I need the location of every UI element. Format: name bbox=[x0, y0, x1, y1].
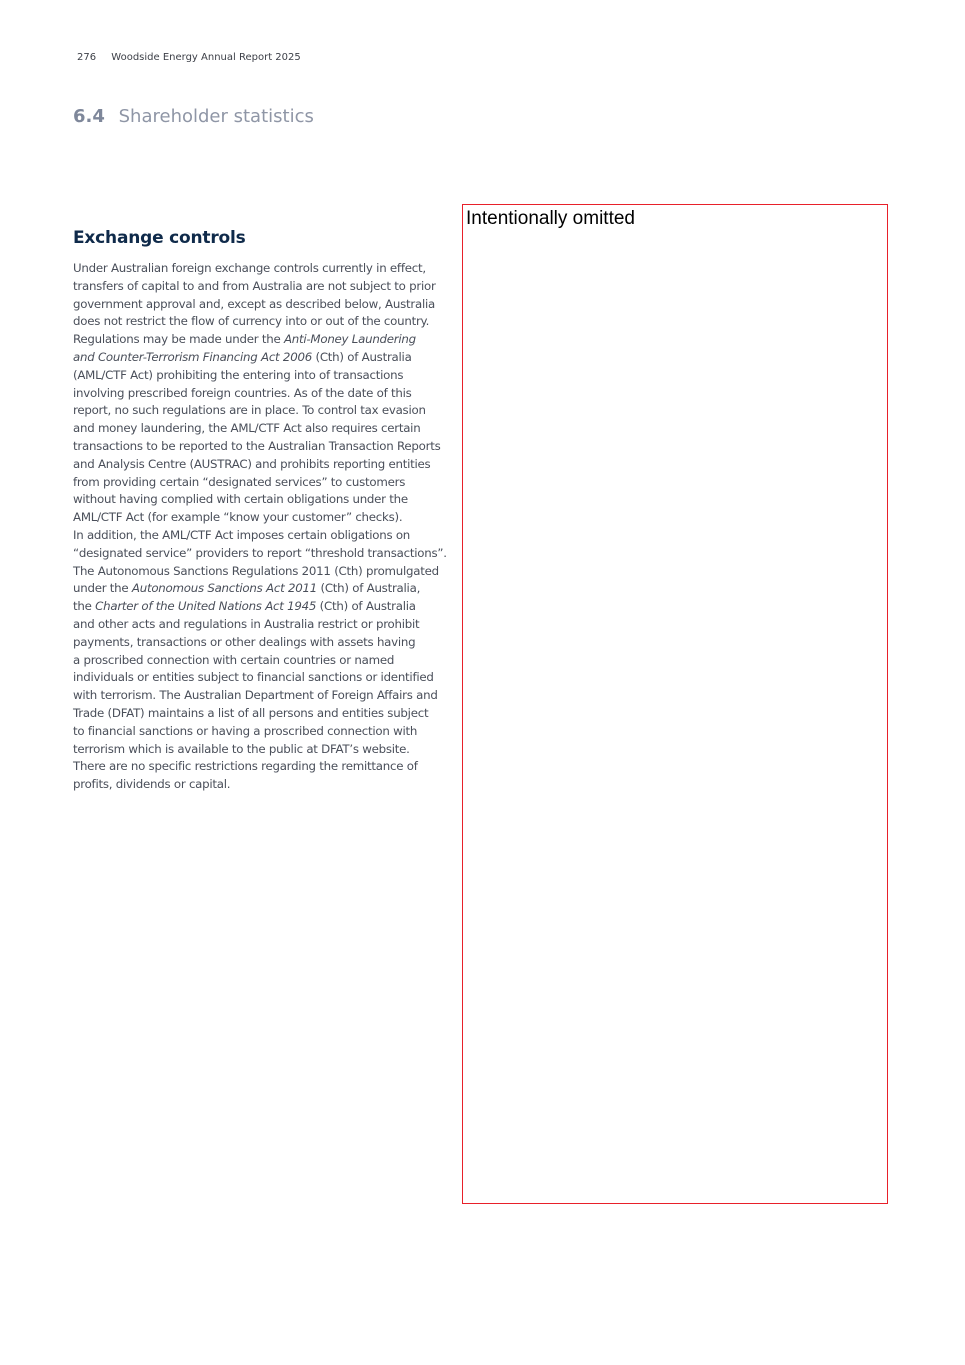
body-line: In addition, the AML/CTF Act imposes certain obligations on bbox=[73, 527, 411, 542]
body-text-span: Regulations may be made under the bbox=[73, 332, 284, 347]
body-line: involving prescribed foreign countries. As of the date of this bbox=[73, 385, 412, 400]
act-title-italic: Charter of the United Nations Act 1945 bbox=[95, 599, 317, 614]
body-line: AML/CTF Act (for example “know your customer” checks). bbox=[73, 510, 403, 525]
body-line: There are no specific restrictions regarding the remittance of bbox=[73, 759, 418, 774]
body-text-span: under the bbox=[73, 581, 132, 596]
body-line: government approval and, except as described below, Australia bbox=[73, 296, 435, 311]
omitted-label: Intentionally omitted bbox=[466, 208, 635, 229]
body-line: individuals or entities subject to financial sanctions or identified bbox=[73, 670, 434, 685]
body-line: Trade (DFAT) maintains a list of all persons and entities subject bbox=[73, 705, 429, 720]
body-line: transactions to be reported to the Australian Transaction Reports bbox=[73, 438, 441, 453]
page-number: 276 bbox=[77, 52, 97, 63]
body-text-span: (Cth) of Australia bbox=[316, 599, 416, 614]
act-title-italic: Anti-Money Laundering bbox=[283, 332, 416, 347]
body-line: Under Australian foreign exchange controls currently in effect, bbox=[73, 261, 426, 275]
body-line: without having complied with certain obligations under the bbox=[73, 492, 408, 507]
body-text-span: (Cth) of Australia, bbox=[316, 581, 421, 596]
body-line: profits, dividends or capital. bbox=[73, 777, 231, 792]
body-line: “designated service” providers to report “threshold transactions”. bbox=[73, 545, 447, 560]
body-line: transfers of capital to and from Australia are not subject to prior bbox=[73, 278, 436, 293]
body-line: a proscribed connection with certain countries or named bbox=[73, 652, 395, 667]
body-line: and money laundering, the AML/CTF Act also requires certain bbox=[73, 421, 421, 436]
body-line: terrorism which is available to the public at DFAT’s website. bbox=[73, 741, 410, 756]
exchange-controls-heading: Exchange controls bbox=[73, 228, 246, 248]
section-number: 6.4 bbox=[73, 106, 105, 127]
exchange-controls-body bbox=[73, 260, 465, 794]
body-line bbox=[73, 598, 465, 616]
body-line: does not restrict the flow of currency into or out of the country. bbox=[73, 314, 430, 329]
body-line: and Analysis Centre (AUSTRAC) and prohibits reporting entities bbox=[73, 456, 431, 471]
body-line: from providing certain “designated services” to customers bbox=[73, 474, 406, 489]
intentionally-omitted-panel bbox=[462, 204, 888, 1204]
report-title: Woodside Energy Annual Report 2025 bbox=[111, 52, 301, 63]
body-text-span: (Cth) of Australia bbox=[311, 349, 412, 364]
body-line bbox=[73, 349, 465, 367]
body-line bbox=[73, 580, 465, 598]
body-line: and other acts and regulations in Australia restrict or prohibit bbox=[73, 616, 420, 631]
body-line: The Autonomous Sanctions Regulations 2011 (Cth) promulgated bbox=[73, 563, 439, 578]
running-header bbox=[77, 52, 301, 63]
body-line: (AML/CTF Act) prohibiting the entering into of transactions bbox=[73, 367, 404, 382]
body-line: to financial sanctions or having a proscribed connection with bbox=[73, 723, 418, 738]
act-title-italic: Autonomous Sanctions Act 2011 bbox=[131, 581, 317, 596]
body-text-span: the bbox=[73, 599, 96, 614]
section-title bbox=[73, 106, 314, 127]
body-line bbox=[73, 331, 465, 349]
body-line: with terrorism. The Australian Department of Foreign Affairs and bbox=[73, 688, 438, 703]
body-line: report, no such regulations are in place. To control tax evasion bbox=[73, 403, 426, 418]
body-line: payments, transactions or other dealings with assets having bbox=[73, 634, 416, 649]
act-title-italic: and Counter-Terrorism Financing Act 2006 bbox=[73, 349, 312, 364]
section-name: Shareholder statistics bbox=[118, 106, 314, 127]
